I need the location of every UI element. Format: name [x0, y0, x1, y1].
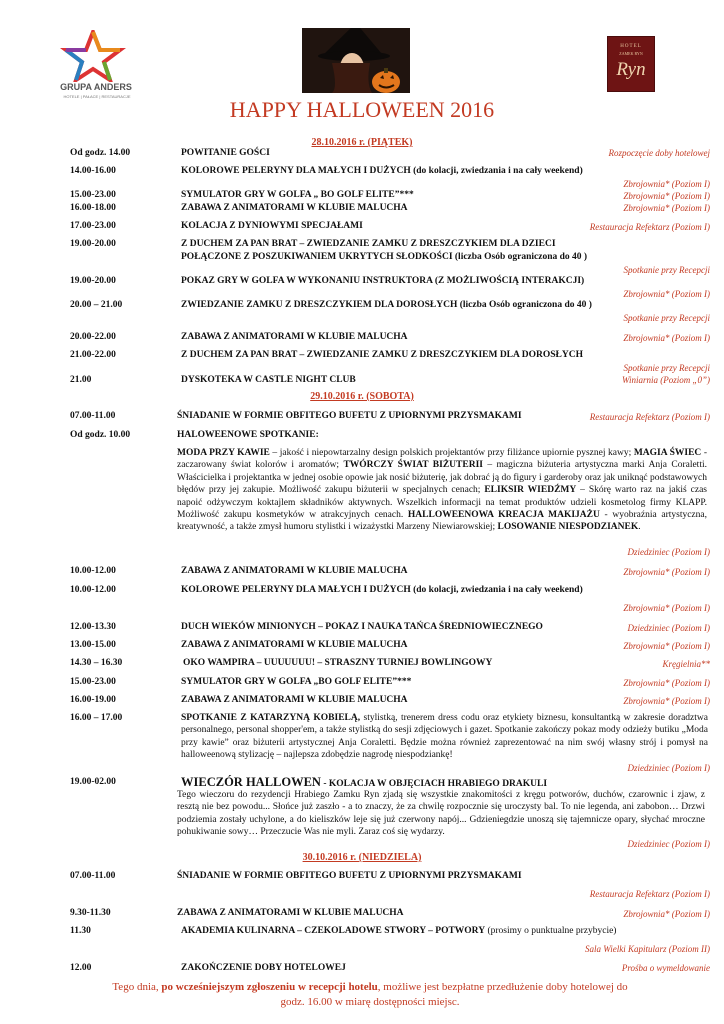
- event: POKAZ GRY W GOLFA W WYKONANIU INSTRUKTORA (Z MOŻLIWOŚCIĄ INTERAKCJI): [181, 276, 585, 286]
- location: Restauracja Refektarz (Poziom I): [589, 222, 710, 232]
- location: Restauracja Refektarz (Poziom I): [589, 889, 710, 899]
- location: Dziedziniec (Poziom I): [627, 839, 710, 849]
- location: Zbrojownia* (Poziom I): [623, 191, 710, 201]
- location: Spotkanie przy Recepcji: [623, 363, 710, 373]
- time: 16.00-18.00: [70, 203, 116, 213]
- event: DYSKOTEKA W CASTLE NIGHT CLUB: [181, 375, 356, 385]
- event: ŚNIADANIE W FORMIE OBFITEGO BUFETU Z UPIORNYMI PRZYSMAKAMI: [177, 871, 522, 881]
- time: 15.00-23.00: [70, 677, 116, 687]
- time: 12.00: [70, 963, 92, 973]
- location: Zbrojownia* (Poziom I): [623, 333, 710, 343]
- location: Dziedziniec (Poziom I): [627, 763, 710, 773]
- event: KOLOROWE PELERYNY DLA MAŁYCH I DUŻYCH (do kolacji, zwiedzania i na cały weekend): [181, 166, 583, 176]
- time: 15.00-23.00: [70, 190, 116, 200]
- location: Dziedziniec (Poziom I): [627, 547, 710, 557]
- location: Prośba o wymeldowanie: [621, 963, 710, 973]
- location: Spotkanie przy Recepcji: [623, 265, 710, 275]
- time: Od godz. 10.00: [70, 430, 131, 440]
- time: 16.00-19.00: [70, 695, 116, 705]
- location: Rozpoczęcie doby hotelowej: [608, 148, 710, 158]
- time: 19.00-20.00: [70, 239, 116, 249]
- hotel-zamek-ryn-logo: [607, 36, 655, 92]
- time: 07.00-11.00: [70, 871, 116, 881]
- location: Kręgielnia**: [662, 659, 710, 669]
- time: 13.00-15.00: [70, 640, 116, 650]
- time: 19.00-02.00: [70, 777, 116, 787]
- event: POWITANIE GOŚCI: [181, 148, 270, 158]
- event: KOLACJA Z DYNIOWYMI SPECJAŁAMI: [181, 221, 363, 231]
- star-logo-icon: [58, 30, 128, 82]
- event: ZABAWA Z ANIMATORAMI W KLUBIE MALUCHA: [181, 640, 408, 650]
- event: SPOTKANIE Z KATARZYNĄ KOBIELĄ,: [181, 713, 361, 723]
- event: SYMULATOR GRY W GOLFA „ BO GOLF ELITE”***: [181, 190, 414, 200]
- location: Dziedziniec (Poziom I): [627, 623, 710, 633]
- location: Zbrojownia* (Poziom I): [623, 603, 710, 613]
- time: 17.00-23.00: [70, 221, 116, 231]
- event: ŚNIADANIE W FORMIE OBFITEGO BUFETU Z UPIORNYMI PRZYSMAKAMI: [177, 411, 522, 421]
- location: Spotkanie przy Recepcji: [623, 313, 710, 323]
- time: 10.00-12.00: [70, 585, 116, 595]
- page-title: HAPPY HALLOWEEN 2016: [229, 97, 495, 122]
- stylist-description: SPOTKANIE Z KATARZYNĄ KOBIELĄ, stylistką, trenerem dress codu oraz etykiety biznesu, konsultantką w zakresie doradztwa personalnego, personal shopper'em, a także stylistką do sesji zdjęciowych i gazet. Spotkanie zakończy pokaz mody odzieży butiku „Moda przy kawie” oraz biżuterii artystycznej Anja Coraletti. Będzie można również zaprezentować na nim swój własny strój i pomysł na halloweenową stylizację – najlepsza zdobędzie nagrodę niespodziankę!: [181, 713, 708, 761]
- location: Sala Wielki Kapitularz (Poziom II): [585, 944, 710, 954]
- logo-right-line2: ZAMEK RYN: [619, 51, 643, 56]
- location: Zbrojownia* (Poziom I): [623, 567, 710, 577]
- footer-note: Tego dnia, po wcześniejszym zgłoszeniu w recepcji hotelu, możliwe jest bezpłatne przedłużenie doby hotelowej do godz. 16.00 w miarę dostępności miejsc.: [112, 981, 628, 1008]
- event: ZABAWA Z ANIMATORAMI W KLUBIE MALUCHA: [181, 695, 408, 705]
- time: 14.00-16.00: [70, 166, 116, 176]
- logo-left-name: GRUPA ANDERS: [60, 82, 132, 92]
- location: Restauracja Refektarz (Poziom I): [589, 412, 710, 422]
- logo-right-line1: HOTEL: [620, 44, 642, 49]
- logo-right-script: Ryn: [616, 59, 646, 80]
- event: ZABAWA Z ANIMATORAMI W KLUBIE MALUCHA: [177, 908, 404, 918]
- event: OKO WAMPIRA – UUUUUUU! – STRASZNY TURNIEJ BOWLINGOWY: [183, 658, 493, 668]
- halloween-photo: [302, 28, 410, 93]
- location: Winiarnia (Poziom „0”): [621, 375, 710, 385]
- event: Z DUCHEM ZA PAN BRAT – ZWIEDZANIE ZAMKU Z DRESZCZYKIEM DLA DZIECI: [181, 239, 556, 249]
- time: 19.00-20.00: [70, 276, 116, 286]
- day-heading-saturday: 29.10.2016 r. (SOBOTA): [310, 391, 414, 402]
- time: 11.30: [70, 926, 91, 936]
- time: 16.00 – 17.00: [70, 713, 123, 723]
- event: ZAKOŃCZENIE DOBY HOTELOWEJ: [181, 963, 346, 973]
- event: KOLOROWE PELERYNY DLA MAŁYCH I DUŻYCH (do kolacji, zwiedzania i na cały weekend): [181, 585, 583, 595]
- meeting-description: MODA PRZY KAWIE – jakość i niepowtarzalny design polskich projektantów przy filiżance upiornie pysznej kawy; MAGIA ŚWIEC - zaczarowany świat kolorów i aromatów; TWÓRCZY ŚWIAT BIŻUTERII – magiczna biżuteria artystyczna marki Anja Coraletti. Właścicielka i projektantka w jednej osobie opowie jak nosić biżuterię, jak dobrać ją do figury i garderoby oraz jak uniknąć podstawowych błędów przy jej zakupie. Możliwość zakupu biżuterii w specjalnych cenach; ELIKSIR WIEDŹMY – Skórę warto raz na jakiś czas napoić odżywczym koktajlem składników aktywnych. Wszelkich informacji na temat produktów udzieli kosmetolog firmy KLAPP. Możliwość zakupu kosmetyków w atrakcyjnych cenach. HALLOWEENOWA KREACJA MAKIJAŻU - wyobraźnia artystyczna, kreatywność, a także zmysł humoru stylistki i wizażystki Marzeny Niewiarowskiej; LOSOWANIE NIESPODZIANEK.: [177, 448, 708, 533]
- grupa-anders-logo: [58, 30, 132, 105]
- location: Zbrojownia* (Poziom I): [623, 289, 710, 299]
- time: 9.30-11.30: [70, 908, 111, 918]
- event: DUCH WIEKÓW MINIONYCH – POKAZ I NAUKA TAŃCA ŚREDNIOWIECZNEGO: [181, 622, 543, 632]
- event: ZABAWA Z ANIMATORAMI W KLUBIE MALUCHA: [181, 203, 408, 213]
- location: Zbrojownia* (Poziom I): [623, 179, 710, 189]
- time: 14.30 – 16.30: [70, 658, 123, 668]
- time: 12.00-13.30: [70, 622, 116, 632]
- time: 21.00-22.00: [70, 350, 116, 360]
- logo-left-sub: HOTELE | PAŁACE | RESTAURACJE: [63, 94, 131, 99]
- time: 20.00-22.00: [70, 332, 116, 342]
- time: 21.00: [70, 375, 92, 385]
- day-heading-friday: 28.10.2016 r. (PIĄTEK): [311, 137, 413, 148]
- time: 10.00-12.00: [70, 566, 116, 576]
- event: Z DUCHEM ZA PAN BRAT – ZWIEDZANIE ZAMKU Z DRESZCZYKIEM DLA DOROSŁYCH: [181, 350, 583, 360]
- location: Zbrojownia* (Poziom I): [623, 678, 710, 688]
- day-heading-sunday: 30.10.2016 r. (NIEDZIELA): [302, 852, 422, 863]
- event: ZWIEDZANIE ZAMKU Z DRESZCZYKIEM DLA DOROSŁYCH (liczba Osób ograniczona do 40 ): [181, 300, 592, 310]
- time: 07.00-11.00: [70, 411, 116, 421]
- dinner-description: Tego wieczoru do rezydencji Hrabiego Zamku Ryn zjadą się wszystkie znakomitości z kręgu potworów, duchów, czarownic i zjaw, z resztą nie bez powodu... Słońce już zaszło - a to znaczy, że za chwilę rozpocznie się uroczysty bal. To nie legenda, ani zabobon… Drzwi podziemia zostały uchylone, a do kieliszków leje się już czerwony napój... Gdzieniegdzie unoszą się tajemnicze opary, słychać mroczne pohukiwanie sowy… Przeczucie Was nie myli. Zaraz coś się wydarzy.: [177, 790, 705, 838]
- event: WIECZÓR HALLOWEN - KOLACJA W OBJĘCIACH HRABIEGO DRAKULI: [181, 775, 548, 789]
- event: HALOWEENOWE SPOTKANIE:: [177, 430, 319, 440]
- event: ZABAWA Z ANIMATORAMI W KLUBIE MALUCHA: [181, 566, 408, 576]
- time: 20.00 – 21.00: [70, 300, 123, 310]
- location: Zbrojownia* (Poziom I): [623, 641, 710, 651]
- event: AKADEMIA KULINARNA – CZEKOLADOWE STWORY – POTWORY (prosimy o punktualne przybycie): [181, 926, 617, 936]
- time: Od godz. 14.00: [70, 148, 131, 158]
- event: ZABAWA Z ANIMATORAMI W KLUBIE MALUCHA: [181, 332, 408, 342]
- event-line2: POŁĄCZONE Z POSZUKIWANIEM UKRYTYCH SŁODKOŚCI (liczba Osób ograniczona do 40 ): [181, 252, 588, 262]
- location: Zbrojownia* (Poziom I): [623, 203, 710, 213]
- event: SYMULATOR GRY W GOLFA „BO GOLF ELITE”***: [181, 677, 412, 687]
- location: Zbrojownia* (Poziom I): [623, 696, 710, 706]
- location: Zbrojownia* (Poziom I): [623, 909, 710, 919]
